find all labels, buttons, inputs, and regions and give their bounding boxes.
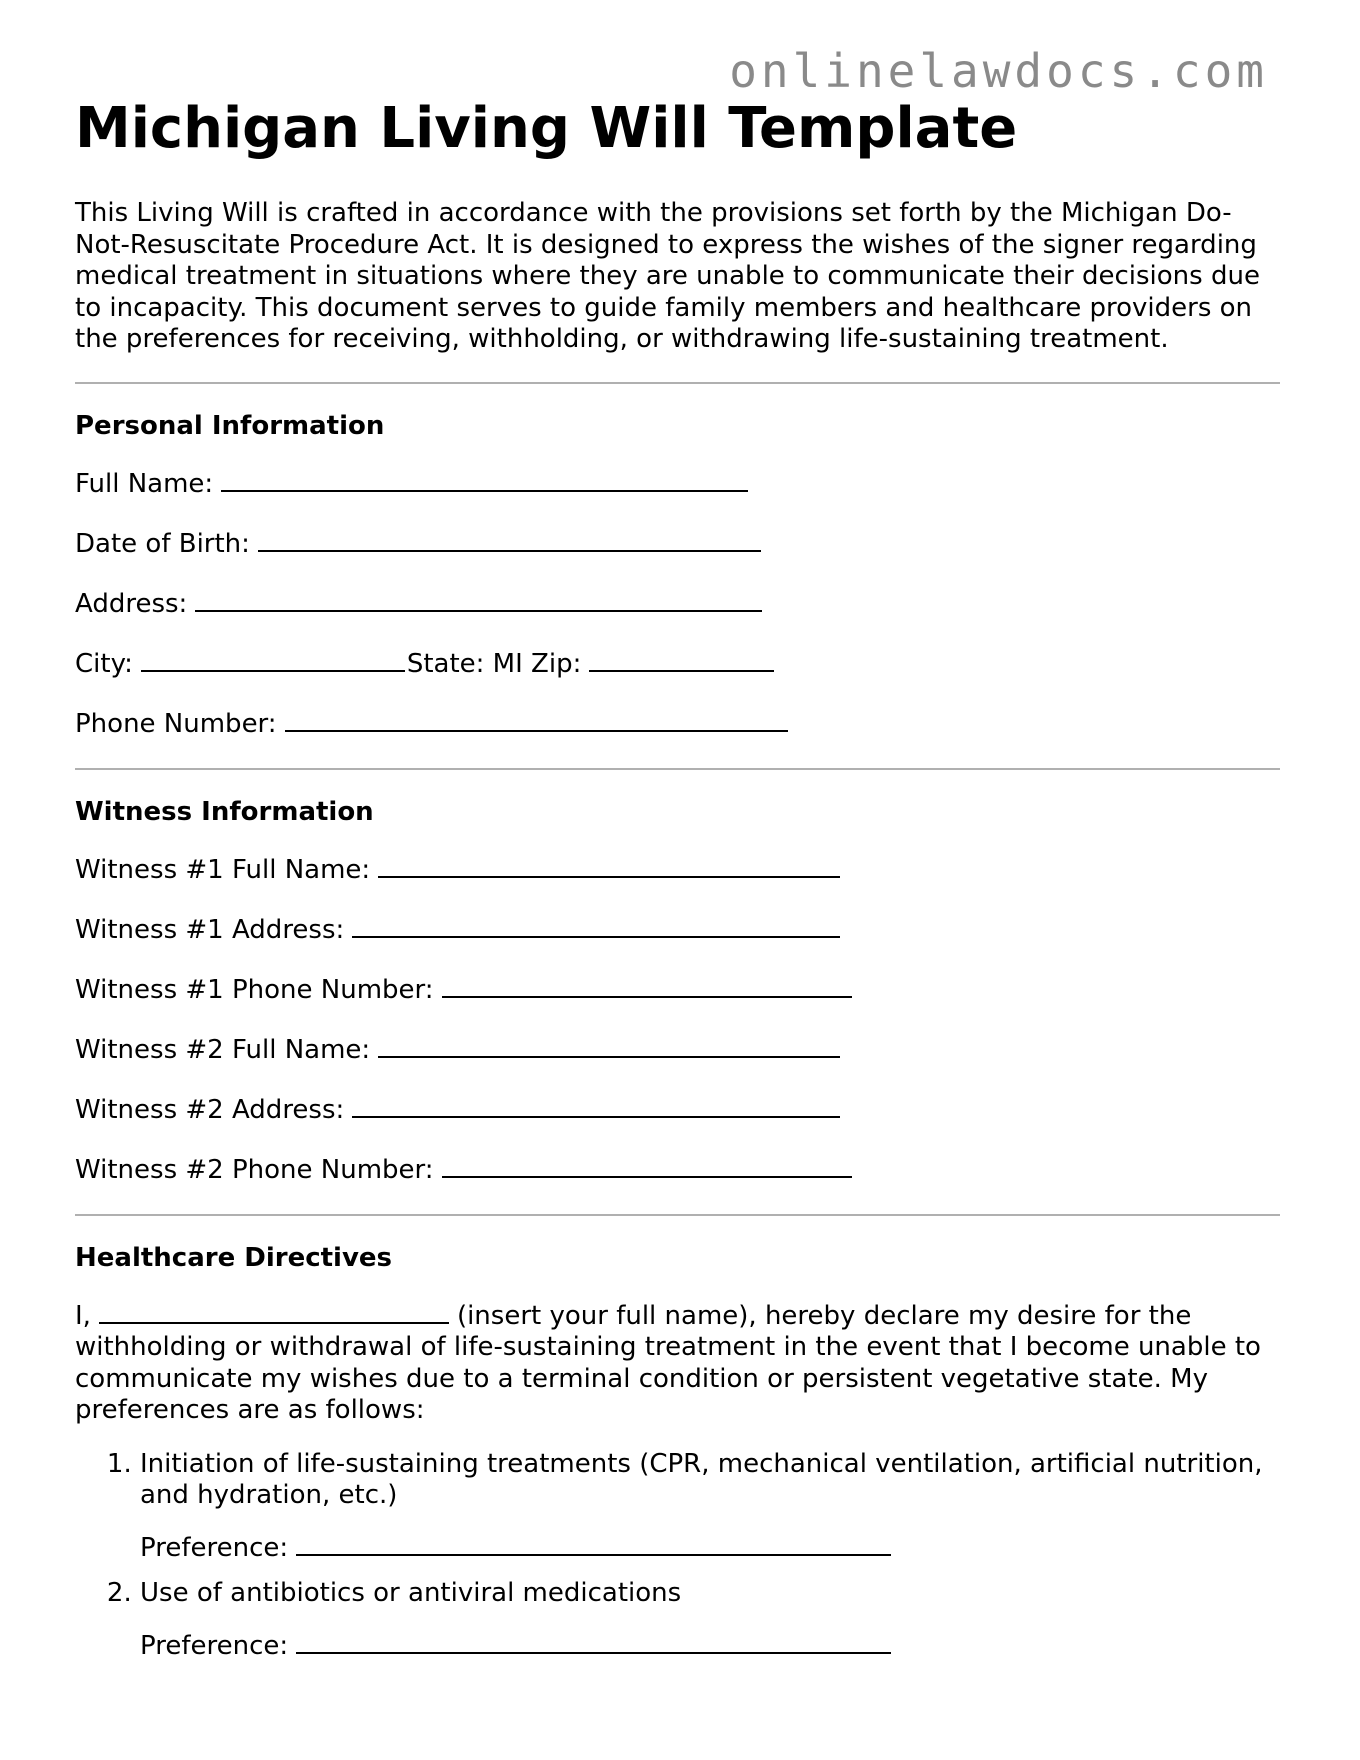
personal-information-section [75,408,1280,742]
full-name-field [75,464,1280,502]
address-label: Address: [75,588,188,619]
preference-label: Preference: [140,1630,289,1661]
divider [75,382,1280,384]
declaration-text: (insert your full name), hereby declare my desire for the withholding or withdrawal of life-sustaining treatment in the event that I become unable to communicate my wishes due to a terminal condition or persistent vegetative state. My preferences are as follows: [75,1300,1261,1425]
address-blank[interactable] [195,584,762,612]
document-title: Michigan Living Will Template [75,96,1018,161]
dob-blank[interactable] [258,524,761,552]
zip-blank[interactable] [589,644,774,672]
witness2-phone-label: Witness #2 Phone Number: [75,1154,434,1185]
witness1-phone-label: Witness #1 Phone Number: [75,974,434,1005]
witness1-name-field [75,850,1280,888]
witness1-address-label: Witness #1 Address: [75,914,345,945]
list-item [140,1449,1280,1565]
witness-information-section [75,794,1280,1188]
full-name-blank[interactable] [221,464,748,492]
list-item [140,1578,1280,1662]
dob-field [75,524,1280,562]
declaration-paragraph [75,1296,1280,1427]
phone-blank[interactable] [285,704,788,732]
preference-field [140,1626,1280,1663]
witness2-address-blank[interactable] [352,1090,840,1118]
witness2-name-label: Witness #2 Full Name: [75,1034,371,1065]
phone-label: Phone Number: [75,708,277,739]
declarant-name-blank[interactable] [99,1296,449,1324]
witness2-phone-blank[interactable] [442,1150,852,1178]
watermark-logo: onlinelawdocs.com [729,44,1268,98]
preference-blank[interactable] [296,1528,891,1556]
city-blank[interactable] [141,644,405,672]
witness2-phone-field [75,1150,1280,1188]
phone-field [75,704,1280,742]
dob-label: Date of Birth: [75,528,250,559]
section-heading-healthcare: Healthcare Directives [75,1242,393,1273]
divider [75,768,1280,770]
witness2-address-label: Witness #2 Address: [75,1094,345,1125]
witness2-address-field [75,1090,1280,1128]
preference-item-text: Initiation of life-sustaining treatments (CPR, mechanical ventilation, artificial nutrition, and hydration, etc.) [140,1448,1263,1510]
city-label: City: [75,648,133,679]
divider [75,1214,1280,1216]
preference-blank[interactable] [296,1626,891,1654]
intro-paragraph: This Living Will is crafted in accordance with the provisions set forth by the Michigan Do-Not-Resuscitate Procedure Act. It is designed to express the wishes of the signer regarding medical treatment in situations where they are unable to communicate their decisions due to incapacity. This document serves to guide family members and healthcare providers on the preferences for receiving, withholding, or withdrawing life-sustaining treatment. [75,198,1260,354]
witness2-name-blank[interactable] [378,1030,840,1058]
section-heading-witness: Witness Information [75,796,374,827]
witness2-name-field [75,1030,1280,1068]
witness1-name-label: Witness #1 Full Name: [75,854,371,885]
document-body [75,90,1280,1676]
witness1-address-blank[interactable] [352,910,840,938]
declaration-start: I, [75,1300,91,1331]
preference-item-text: Use of antibiotics or antiviral medications [140,1578,682,1608]
section-heading-personal: Personal Information [75,410,385,441]
witness1-phone-blank[interactable] [442,970,852,998]
full-name-label: Full Name: [75,468,214,499]
preference-field [140,1528,1280,1565]
preference-label: Preference: [140,1532,289,1563]
witness1-address-field [75,910,1280,948]
healthcare-directives-section [75,1240,1280,1663]
address-field [75,584,1280,622]
state-zip-label: State: MI Zip: [406,648,582,679]
preferences-list [75,1449,1280,1663]
city-state-zip-field [75,644,1280,682]
witness1-phone-field [75,970,1280,1008]
witness1-name-blank[interactable] [378,850,840,878]
